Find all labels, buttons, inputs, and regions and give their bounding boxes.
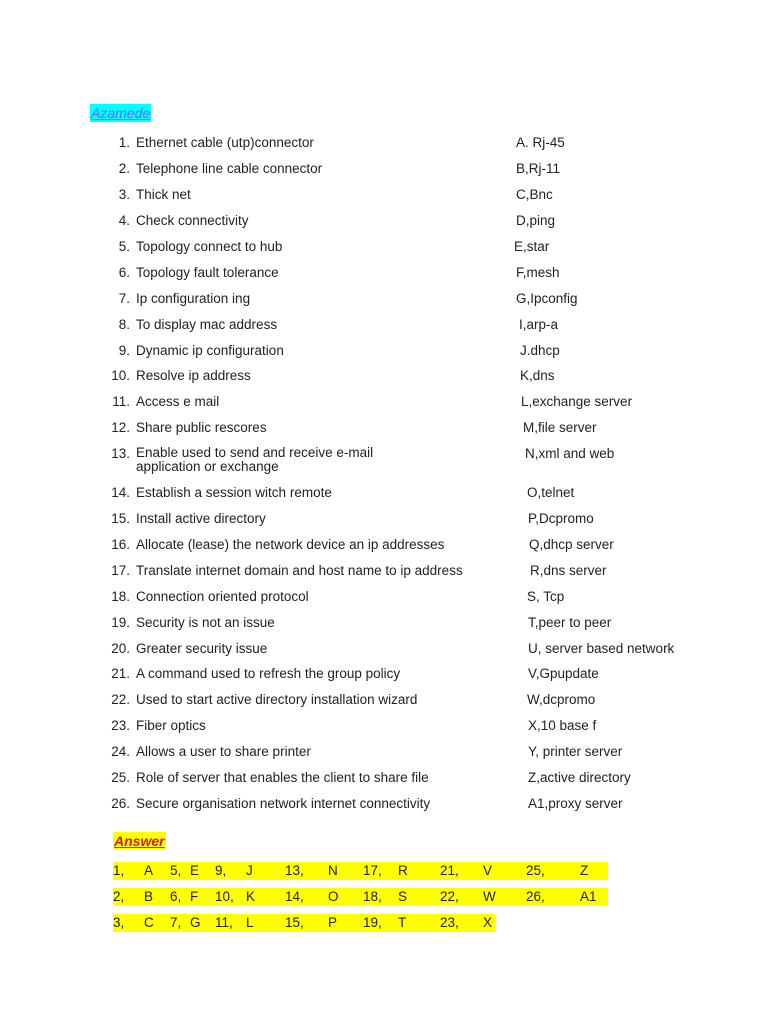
answer-key-letter: X [483, 915, 493, 930]
answer-key-number: 19, [363, 915, 382, 930]
question-number: 25. [111, 770, 130, 785]
answer-option: D,ping [516, 213, 556, 228]
answer-option: J.dhcp [520, 343, 560, 358]
answer-key-letter: N [328, 863, 338, 878]
question-text-line: Topology fault tolerance [136, 265, 279, 280]
question-text [136, 420, 496, 436]
answer-key-letter: G [190, 915, 201, 930]
answer-key-number: 25, [526, 863, 545, 878]
question-text [136, 718, 496, 734]
answer-key-number: 21, [440, 863, 459, 878]
question-number: 1. [118, 135, 130, 150]
question-text-line: Dynamic ip configuration [136, 343, 284, 358]
answer-option: C,Bnc [516, 187, 553, 202]
question-text-line: Telephone line cable connector [136, 161, 323, 176]
answer-key-number: 18, [363, 889, 382, 904]
answer-key-number: 3, [113, 915, 125, 930]
question-number: 5. [118, 239, 130, 254]
question-text-line: Install active directory [136, 511, 266, 526]
answer-key-letter: E [190, 863, 200, 878]
answer-key-number: 5, [170, 863, 182, 878]
question-text-line: Secure organisation network internet connectivity [136, 796, 431, 811]
answer-key-letter: K [246, 889, 256, 904]
question-number: 21. [111, 666, 130, 681]
answer-key-number: 14, [285, 889, 304, 904]
answer-key-letter: L [246, 915, 254, 930]
question-number: 4. [118, 213, 130, 228]
answer-key-number: 11, [215, 915, 233, 930]
answer-heading: Answer [114, 833, 165, 849]
question-number: 23. [111, 718, 130, 733]
answer-option: S, Tcp [527, 589, 565, 604]
question-text [136, 213, 496, 229]
answer-key-letter: B [144, 889, 154, 904]
answer-option: A1,proxy server [528, 796, 623, 811]
answer-option: Z,active directory [528, 770, 631, 785]
answer-key-letter: O [328, 889, 339, 904]
question-text [136, 394, 496, 410]
question-text-line: Ip configuration ing [136, 291, 251, 306]
answer-option: U, server based network [528, 641, 675, 656]
answer-option: O,telnet [527, 485, 575, 500]
question-text-line: Translate internet domain and host name to ip address [136, 563, 463, 578]
question-text [136, 343, 496, 359]
question-text [136, 537, 496, 553]
question-text [136, 692, 496, 708]
answer-key-number: 9, [215, 863, 227, 878]
question-number: 7. [118, 291, 130, 306]
question-number: 8. [118, 317, 130, 332]
question-number: 3. [118, 187, 130, 202]
answer-key-letter: A1 [580, 889, 597, 904]
question-text [136, 187, 496, 203]
question-text-line: Topology connect to hub [136, 239, 283, 254]
question-number: 11. [112, 394, 130, 409]
question-text-line: Allocate (lease) the network device an ip addresses [136, 537, 445, 552]
answer-option: X,10 base f [528, 718, 597, 733]
question-number: 10. [111, 368, 130, 383]
answer-option: B,Rj-11 [516, 161, 561, 176]
answer-key-letter: P [328, 915, 338, 930]
question-text-line: Thick net [136, 187, 191, 202]
answer-key-number: 13, [285, 863, 304, 878]
answer-option: R,dns server [530, 563, 607, 578]
question-text-line: Share public rescores [136, 420, 267, 435]
answer-option: P,Dcpromo [528, 511, 594, 526]
answer-key-letter: Z [580, 863, 589, 878]
question-text-line: Security is not an issue [136, 615, 275, 630]
answer-option: Q,dhcp server [529, 537, 614, 552]
answer-key-number: 2, [113, 889, 125, 904]
question-text [136, 161, 496, 177]
question-text-line: Used to start active directory installation wizard [136, 692, 418, 707]
answer-option: N,xml and web [525, 446, 615, 461]
question-text [136, 666, 496, 682]
question-text [136, 615, 496, 631]
question-text-line: To display mac address [136, 317, 278, 332]
answer-option: L,exchange server [521, 394, 633, 409]
question-number: 15. [111, 511, 130, 526]
question-text [136, 368, 496, 384]
answer-option: T,peer to peer [528, 615, 612, 630]
question-text-line: Greater security issue [136, 641, 268, 656]
question-number: 2. [118, 161, 130, 176]
answer-option: A. Rj-45 [516, 135, 565, 150]
answer-option: V,Gpupdate [528, 666, 599, 681]
question-number: 22. [111, 692, 130, 707]
question-text [136, 589, 496, 605]
question-text [136, 317, 496, 333]
question-number: 17. [111, 563, 130, 578]
answer-key-letter: F [190, 889, 199, 904]
answer-key-number: 22, [440, 889, 459, 904]
answer-key-letter: V [483, 863, 493, 878]
answer-key-letter: C [144, 915, 154, 930]
question-number: 13. [111, 446, 130, 461]
document-title: Azamede [91, 105, 151, 121]
answer-key-number: 26, [526, 889, 545, 904]
answer-key-number: 1, [113, 863, 125, 878]
question-number: 18. [111, 589, 130, 604]
answer-option: I,arp-a [519, 317, 559, 332]
question-number: 12. [111, 420, 130, 435]
question-text [136, 135, 496, 151]
question-text-line: Fiber optics [136, 718, 206, 733]
question-text-line: Allows a user to share printer [136, 744, 311, 759]
question-text-line: Enable used to send and receive e-mail [136, 445, 374, 460]
question-text-line: Role of server that enables the client to share file [136, 770, 429, 785]
question-text [136, 563, 496, 579]
question-number: 19. [111, 615, 130, 630]
question-number: 26. [111, 796, 130, 811]
answer-option: G,Ipconfig [516, 291, 578, 306]
question-text [136, 239, 496, 255]
question-text [136, 641, 496, 657]
answer-key-number: 7, [170, 915, 182, 930]
question-number: 14. [111, 485, 130, 500]
answer-option: E,star [514, 239, 550, 254]
question-text-line: Access e mail [136, 394, 220, 409]
question-number: 6. [118, 265, 130, 280]
question-text-line: application or exchange [136, 459, 279, 474]
answer-key-letter: T [398, 915, 407, 930]
question-text-line: Ethernet cable (utp)connector [136, 135, 314, 150]
answer-key-number: 23, [440, 915, 459, 930]
question-text [136, 265, 496, 281]
answer-key-letter: S [398, 889, 408, 904]
question-text [136, 770, 496, 786]
answer-option: M,file server [523, 420, 597, 435]
question-number: 9. [118, 343, 130, 358]
question-text [136, 485, 496, 501]
answer-key-letter: J [246, 863, 253, 878]
question-text-line: Check connectivity [136, 213, 249, 228]
question-text [136, 511, 496, 527]
question-number: 16. [111, 537, 130, 552]
answer-key-number: 6, [170, 889, 182, 904]
answer-key-letter: A [144, 863, 154, 878]
question-number: 24. [111, 744, 130, 759]
answer-option: K,dns [520, 368, 555, 383]
answer-key-letter: R [398, 863, 408, 878]
question-number: 20. [111, 641, 130, 656]
question-text-line: Resolve ip address [136, 368, 251, 383]
question-text-line: Establish a session witch remote [136, 485, 332, 500]
question-text-line: A command used to refresh the group policy [136, 666, 401, 681]
question-text [136, 744, 496, 760]
answer-option: Y, printer server [528, 744, 623, 759]
answer-key-number: 15, [285, 915, 304, 930]
answer-key-number: 17, [363, 863, 382, 878]
answer-option: F,mesh [516, 265, 560, 280]
question-text [136, 796, 496, 812]
answer-key-number: 10, [215, 889, 234, 904]
question-text-line: Connection oriented protocol [136, 589, 309, 604]
answer-key-letter: W [483, 889, 496, 904]
answer-option: W,dcpromo [527, 692, 596, 707]
question-text [136, 291, 496, 307]
question-text [136, 446, 496, 474]
